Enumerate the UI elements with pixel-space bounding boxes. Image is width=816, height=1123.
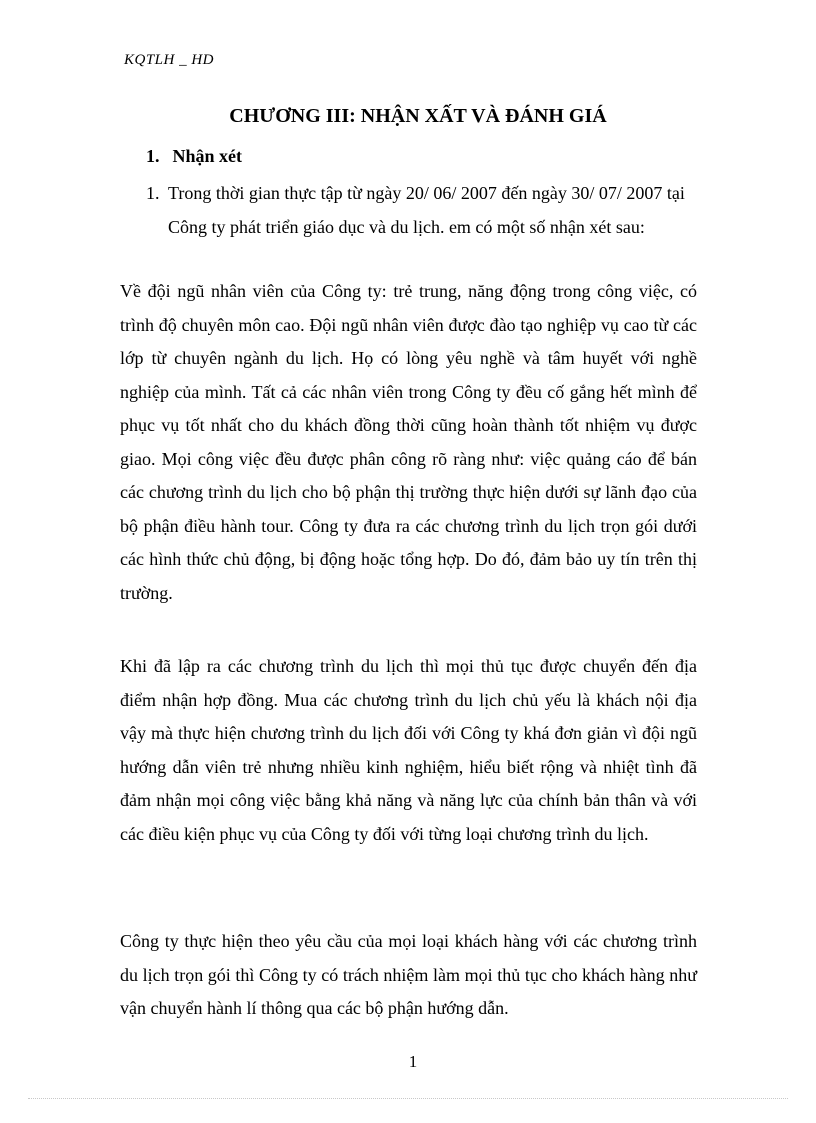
paragraph-services: Công ty thực hiện theo yêu cầu của mọi loại khách hàng với các chương trình du lịch trọn gói thì Công ty có trách nhiệm làm mọi thủ tục cho khách hàng như vận chuyển hành lí thông qua các bộ phận hướng dẫn. — [120, 931, 697, 1018]
page-bottom-border — [28, 1098, 788, 1099]
section-title: Nhận xét — [172, 146, 243, 166]
page-number: 1 — [408, 1052, 418, 1071]
chapter-title: CHƯƠNG III: NHẬN XẤT VÀ ĐÁNH GIÁ — [229, 105, 607, 127]
header-tag: KQTLH _ HD — [124, 52, 215, 68]
intro-text: Trong thời gian thực tập từ ngày 20/ 06/ 2007 đến ngày 30/ 07/ 2007 tại Công ty phát triển giáo dục và du lịch. em có một số nhận xét sau: — [168, 183, 685, 237]
paragraph-programs: Khi đã lập ra các chương trình du lịch thì mọi thủ tục được chuyển đến địa điểm nhận hợp đồng. Mua các chương trình du lịch chủ yếu là khách nội địa vậy mà thực hiện chương trình du lịch đối với Công ty khá đơn giản vì đội ngũ hướng dẫn viên trẻ nhưng nhiều kinh nghiệm, hiểu biết rộng và nhiệt tình đã đảm nhận mọi công việc bằng khả năng và năng lực của chính bản thân và với các điều kiện phục vụ của Công ty đối với từng loại chương trình du lịch. — [120, 656, 697, 844]
section-heading — [146, 146, 242, 167]
section-number: 1. — [146, 146, 160, 166]
paragraph-staff: Về đội ngũ nhân viên của Công ty: trẻ trung, năng động trong công việc, có trình độ chuyên môn cao. Đội ngũ nhân viên được đào tạo nghiệp vụ cao từ các lớp từ chuyên ngành du lịch. Họ có lòng yêu nghề và tâm huyết với nghề nghiệp của mình. Tất cả các nhân viên trong Công ty đều cố gắng hết mình để phục vụ tốt nhất cho du khách đồng thời cũng hoàn thành tốt nhiệm vụ được giao. Mọi công việc đều được phân công rõ ràng như: việc quảng cáo để bán các chương trình du lịch cho bộ phận thị trường thực hiện dưới sự lãnh đạo của bộ phận điều hành tour. Công ty đưa ra các chương trình du lịch trọn gói dưới các hình thức chủ động, bị động hoặc tổng hợp. Do đó, đảm bảo uy tín trên thị trường. — [120, 281, 697, 603]
intro-list-item — [146, 176, 706, 244]
intro-number: 1. — [146, 183, 160, 203]
